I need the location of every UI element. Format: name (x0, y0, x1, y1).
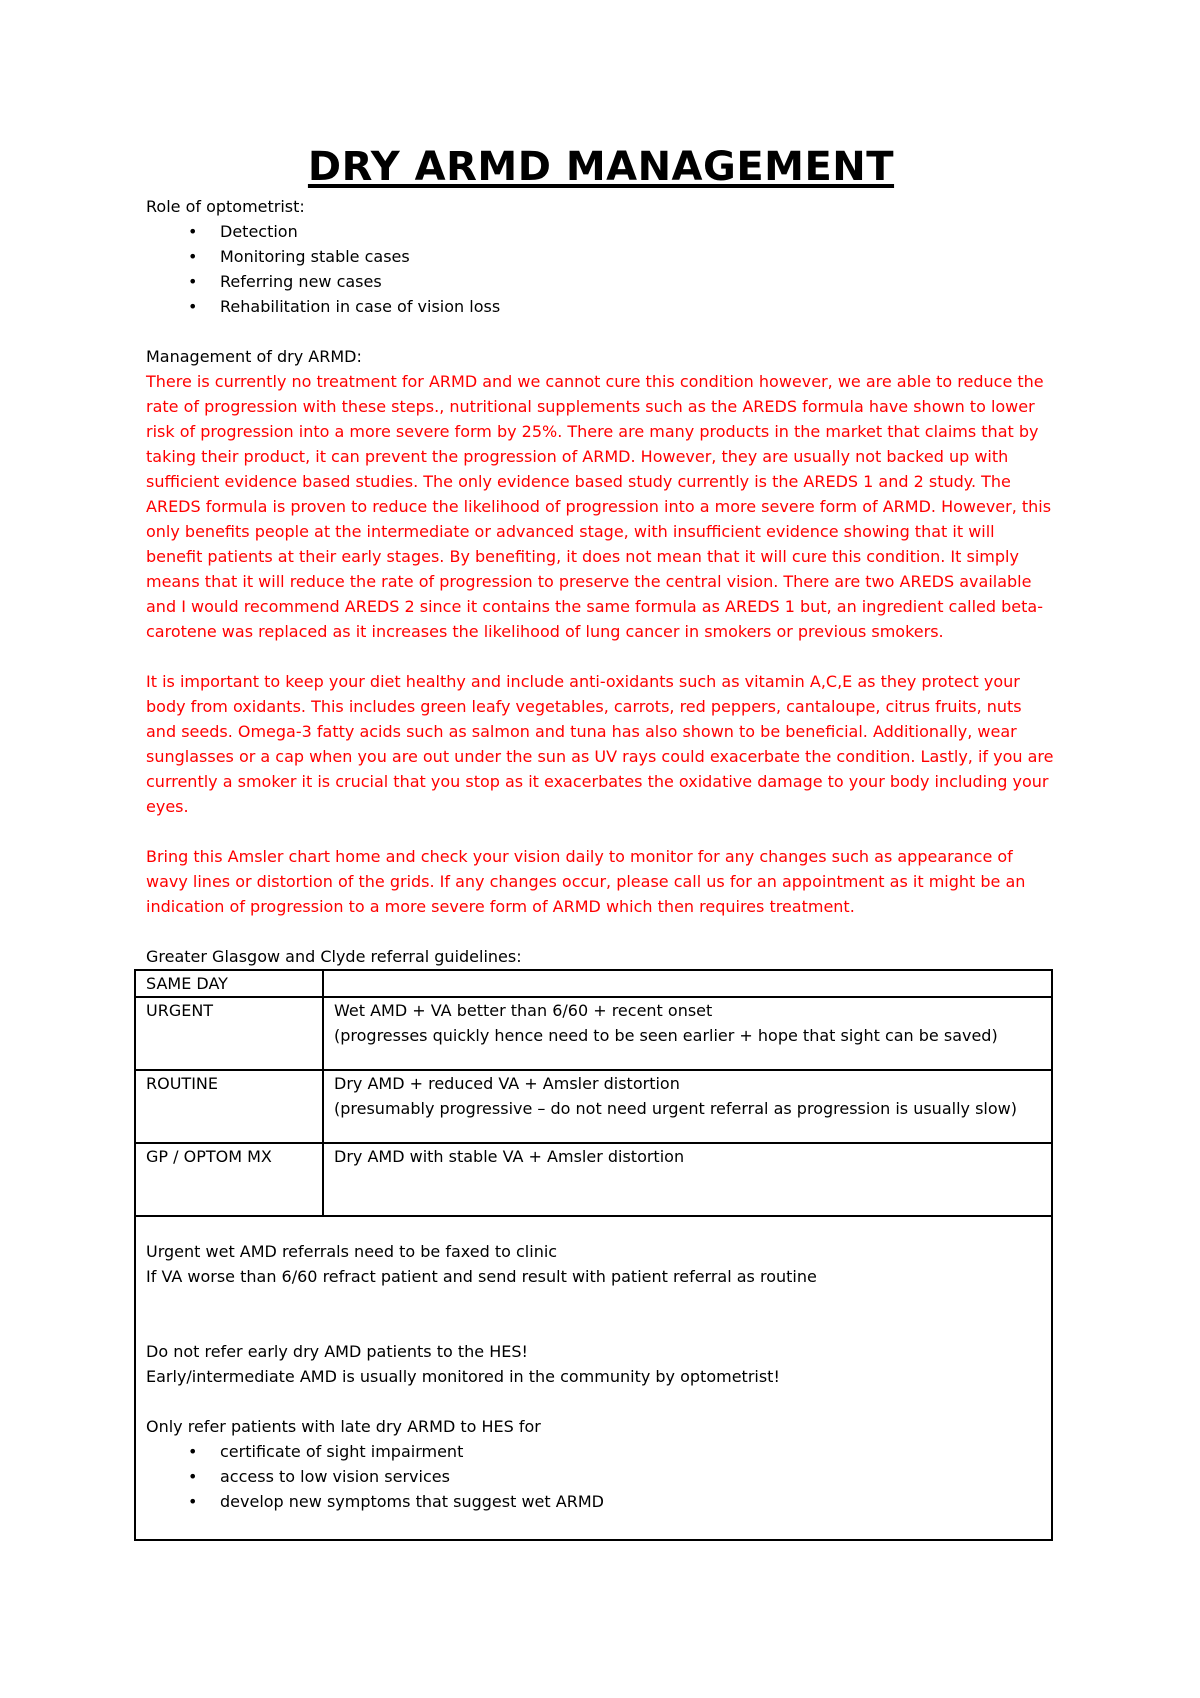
criteria-cell (323, 1143, 1052, 1216)
category-cell: GP / OPTOM MX (135, 1143, 323, 1216)
management-paragraph: Bring this Amsler chart home and check your vision daily to monitor for any changes such as appearance of wavy lines or distortion of the grids. If any changes occur, please call us for an appointment as it might be an indication of progression to a more severe form of ARMD which then requires treatment. (146, 847, 1026, 916)
note-line: Urgent wet AMD referrals need to be faxed to clinic (146, 1242, 558, 1261)
category-cell: SAME DAY (135, 970, 323, 997)
referral-label: Greater Glasgow and Clyde referral guidelines: (146, 947, 522, 966)
list-item: • certificate of sight impairment (220, 1439, 1041, 1464)
notes-cell (135, 1216, 1052, 1540)
management-paragraph: There is currently no treatment for ARMD and we cannot cure this condition however, we are able to reduce the rate of progression with these steps., nutritional supplements such as the AREDS formula have shown to lower risk of progression into a more severe form by 25%. There are many products in the market that claims that by taking their product, it can prevent the progression of ARMD. However, they are usually not backed up with sufficient evidence based studies. The only evidence based study currently is the AREDS 1 and 2 study. The AREDS formula is proven to reduce the likelihood of progression into a more severe form of ARMD. However, this only benefits people at the intermediate or advanced stage, with insufficient evidence showing that it will benefit patients at their early stages. By benefiting, it does not mean that it will cure this condition. It simply means that it will reduce the rate of progression to preserve the central vision. There are two AREDS available and I would recommend AREDS 2 since it contains the same formula as AREDS 1 but, an ingredient called beta-carotene was replaced as it increases the likelihood of lung cancer in smokers or previous smokers. (146, 372, 1052, 641)
management-label: Management of dry ARMD: (146, 347, 362, 366)
role-label: Role of optometrist: (146, 197, 305, 216)
spacer (146, 819, 1056, 844)
table-row (135, 1143, 1052, 1216)
document-page (146, 140, 1056, 1541)
criteria-note: (progresses quickly hence need to be seen earlier + hope that sight can be saved) (334, 1026, 998, 1045)
spacer (146, 644, 1056, 669)
page-title: DRY ARMD MANAGEMENT (307, 144, 895, 190)
spacer (146, 919, 1056, 944)
category-cell: ROUTINE (135, 1070, 323, 1143)
role-list (146, 219, 1056, 319)
criteria-cell (323, 997, 1052, 1070)
note-line: Only refer patients with late dry ARMD to HES for (146, 1417, 541, 1436)
note-line: Do not refer early dry AMD patients to the HES! (146, 1342, 528, 1361)
spacer (146, 1389, 1041, 1414)
list-item: • Monitoring stable cases (220, 244, 1056, 269)
hes-referral-list (146, 1439, 1041, 1514)
management-paragraph: It is important to keep your diet healthy and include anti-oxidants such as vitamin A,C,E as they protect your body from oxidants. This includes green leafy vegetables, carrots, red peppers, cantaloupe, citrus fruits, nuts and seeds. Omega-3 fatty acids such as salmon and tuna has also shown to be beneficial. Additionally, wear sunglasses or a cap when you are out under the sun as UV rays could exacerbate the condition. Lastly, if you are currently a smoker it is crucial that you stop as it exacerbates the oxidative damage to your body including your eyes. (146, 672, 1054, 816)
note-line: Early/intermediate AMD is usually monitored in the community by optometrist! (146, 1367, 780, 1386)
referral-section (146, 944, 1056, 1541)
spacer (146, 319, 1056, 344)
referral-table (134, 969, 1053, 1541)
list-item: • Rehabilitation in case of vision loss (220, 294, 1056, 319)
table-row (135, 1216, 1052, 1540)
criteria-cell (323, 1070, 1052, 1143)
list-item: • Detection (220, 219, 1056, 244)
table-row (135, 997, 1052, 1070)
criteria-cell (323, 970, 1052, 997)
criteria-line: Dry AMD + reduced VA + Amsler distortion (334, 1074, 680, 1093)
note-line: If VA worse than 6/60 refract patient and send result with patient referral as routine (146, 1267, 817, 1286)
table-row (135, 970, 1052, 997)
list-item: • develop new symptoms that suggest wet ARMD (220, 1489, 1041, 1514)
list-item: • access to low vision services (220, 1464, 1041, 1489)
management-section (146, 344, 1056, 919)
criteria-note: (presumably progressive – do not need urgent referral as progression is usually slow) (334, 1099, 1017, 1118)
list-item: • Referring new cases (220, 269, 1056, 294)
category-cell: URGENT (135, 997, 323, 1070)
table-row (135, 1070, 1052, 1143)
spacer (146, 1289, 1041, 1339)
role-section (146, 194, 1056, 319)
criteria-line: Wet AMD + VA better than 6/60 + recent onset (334, 1001, 713, 1020)
criteria-line: Dry AMD with stable VA + Amsler distortion (334, 1147, 685, 1166)
